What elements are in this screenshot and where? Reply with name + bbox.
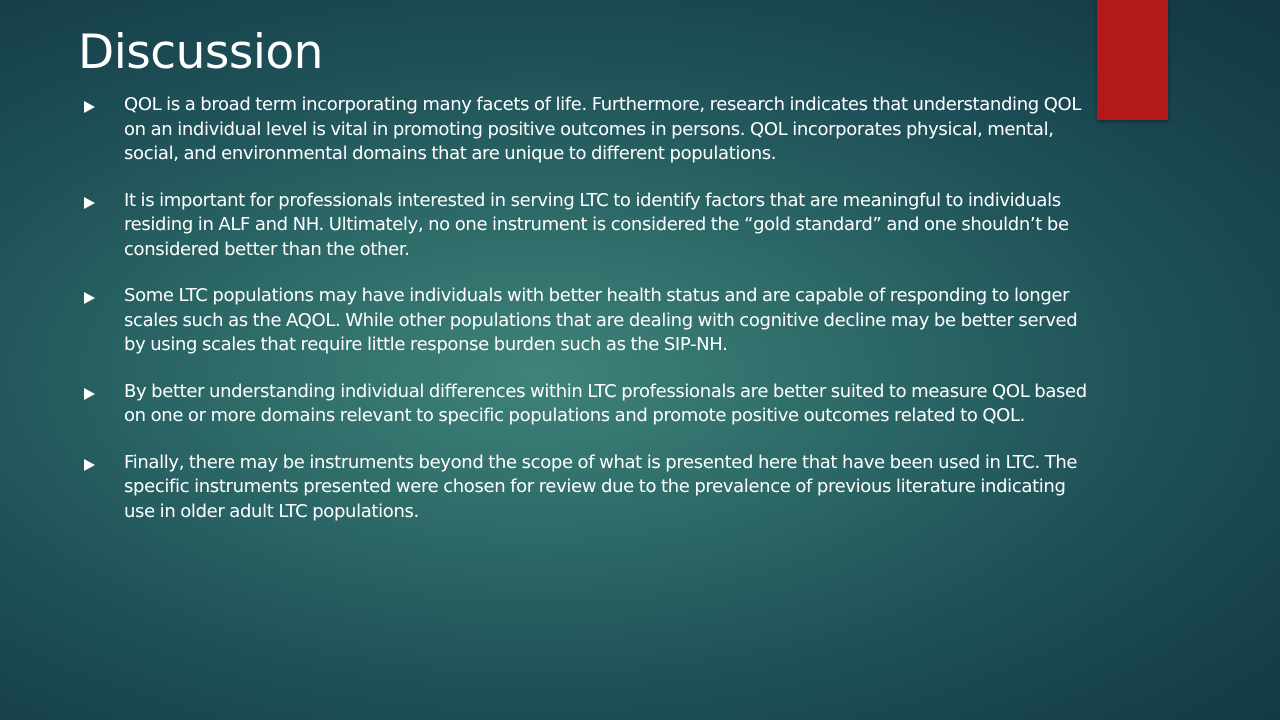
triangle-bullet-icon bbox=[84, 197, 95, 209]
bullet-text: QOL is a broad term incorporating many facets of life. Furthermore, research indicates that understanding QOL on an individual level is vital in promoting positive outcomes in persons. QOL incorporates physical, mental, social, and environmental domains that are unique to different populations. bbox=[124, 94, 1082, 164]
bullet-text: By better understanding individual differences within LTC professionals are better suited to measure QOL based on one or more domains relevant to specific populations and promote positive outcomes related to QOL. bbox=[124, 380, 1087, 426]
bullet-text: Finally, there may be instruments beyond the scope of what is presented here that have been used in LTC. The specific instruments presented were chosen for review due to the prevalence of previous literature indicating use in older adult LTC populations. bbox=[124, 451, 1078, 522]
bullet-item bbox=[84, 451, 1094, 525]
bullet-item bbox=[84, 93, 1094, 167]
triangle-bullet-icon bbox=[84, 101, 95, 113]
triangle-bullet-icon bbox=[84, 292, 95, 304]
accent-bar bbox=[1097, 0, 1168, 120]
bullet-item bbox=[84, 284, 1094, 358]
bullet-list bbox=[84, 93, 1094, 546]
triangle-bullet-icon bbox=[84, 388, 95, 400]
bullet-text: It is important for professionals interested in serving LTC to identify factors that are meaningful to individuals residing in ALF and NH. Ultimately, no one instrument is considered the “gold standard” and one shouldn’t be considered better than the other. bbox=[124, 189, 1069, 260]
bullet-item bbox=[84, 380, 1094, 429]
bullet-item bbox=[84, 189, 1094, 263]
slide-title: Discussion bbox=[78, 25, 323, 80]
bullet-text: Some LTC populations may have individuals with better health status and are capable of responding to longer scales such as the AQOL. While other populations that are dealing with cognitive decline may be better served by using scales that require little response burden such as the SIP-NH. bbox=[124, 285, 1078, 355]
triangle-bullet-icon bbox=[84, 459, 95, 471]
